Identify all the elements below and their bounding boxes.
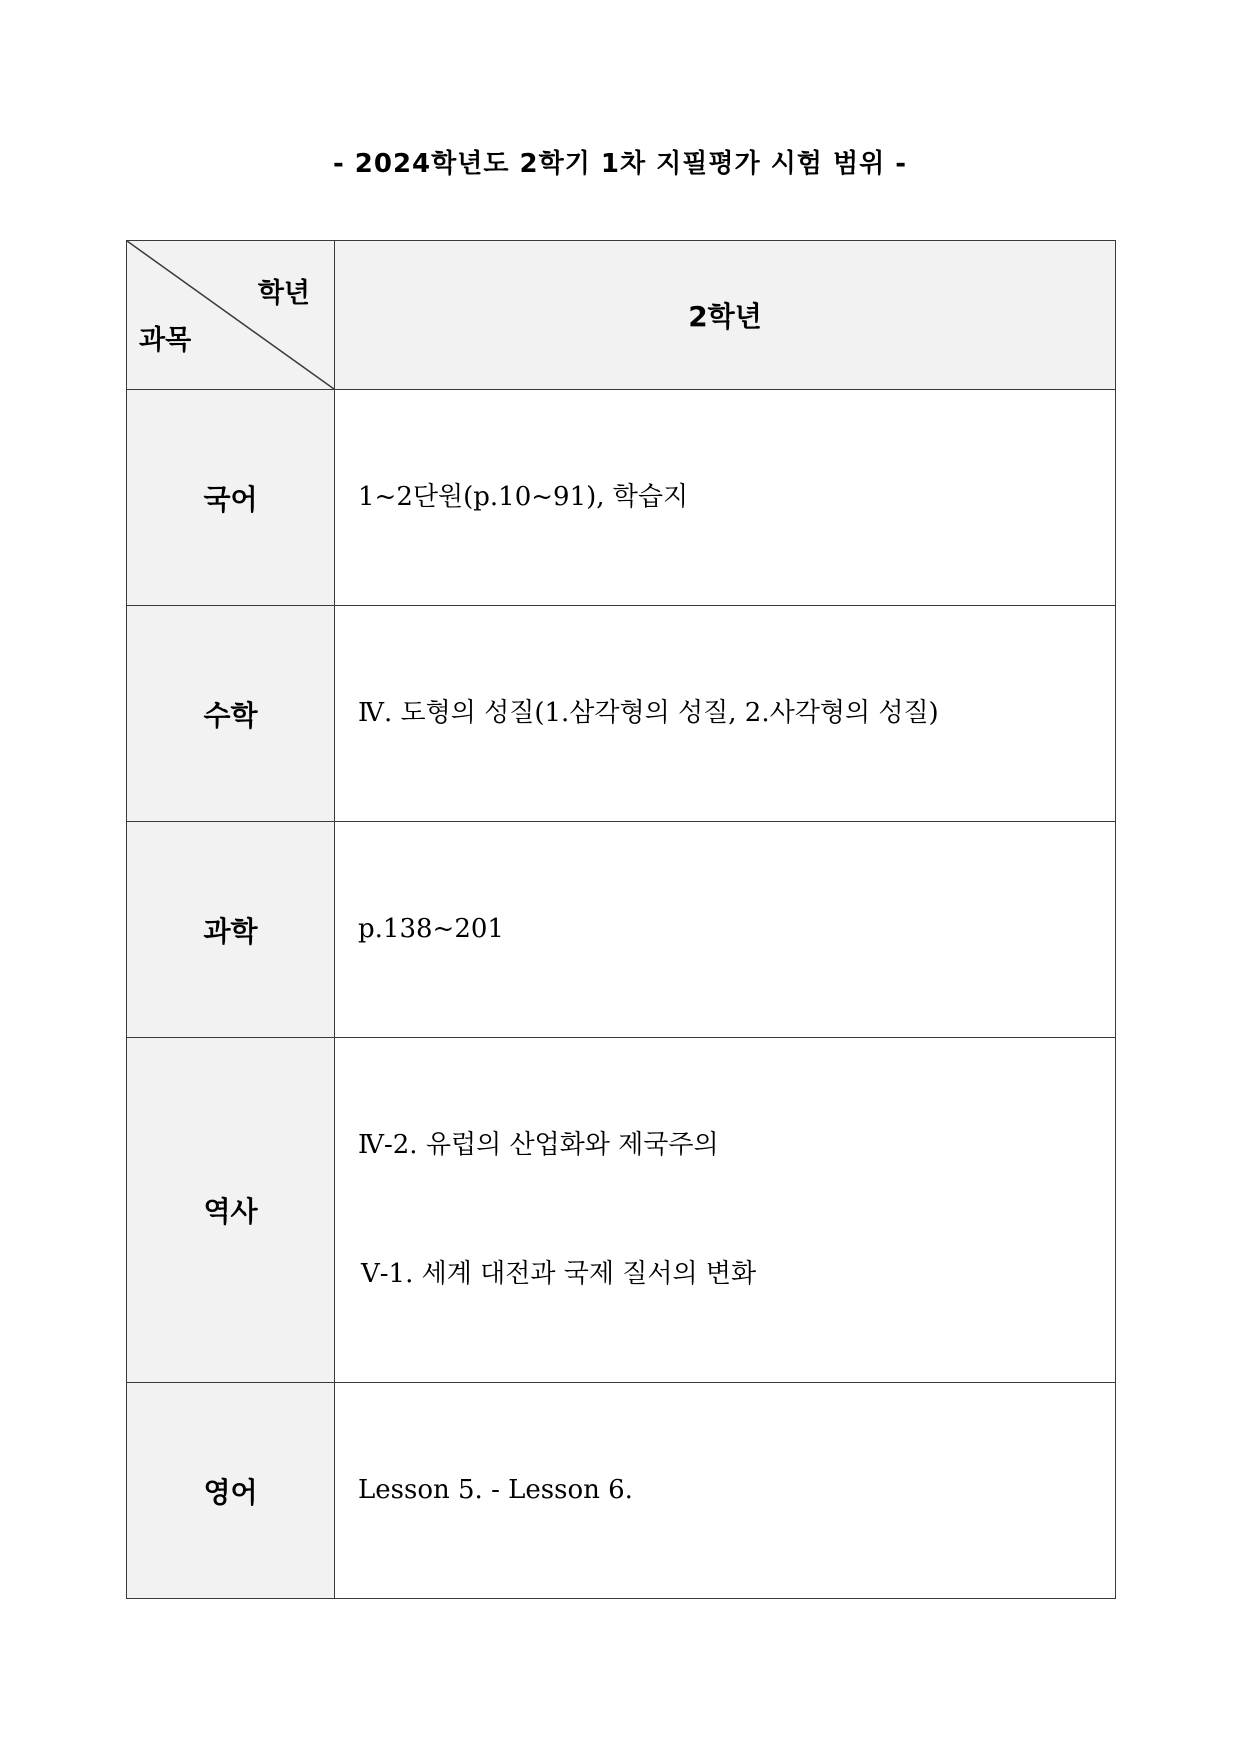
subject-cell: 국어 [127, 390, 335, 606]
scope-line: p.138~201 [358, 914, 504, 944]
corner-subject-label: 과목 [139, 325, 192, 356]
exam-scope-table [126, 240, 1116, 1599]
table-row [127, 822, 1116, 1038]
scope-line: Ⅳ. 도형의 성질(1.삼각형의 성질, 2.사각형의 성질) [358, 698, 939, 728]
diagonal-divider [127, 241, 334, 389]
subject-cell: 역사 [127, 1038, 335, 1383]
subject-cell: 수학 [127, 606, 335, 822]
scope-cell [335, 1383, 1116, 1599]
scope-cell [335, 390, 1116, 606]
scope-line: 1~2단원(p.10~91), 학습지 [358, 482, 689, 512]
scope-line: Lesson 5. - Lesson 6. [358, 1475, 633, 1505]
grade-header-cell: 2학년 [335, 241, 1116, 390]
table-header-row [127, 241, 1116, 390]
corner-header-cell [127, 241, 335, 390]
scope-line: Ⅴ-1. 세계 대전과 국제 질서의 변화 [361, 1259, 757, 1289]
subject-cell: 영어 [127, 1383, 335, 1599]
table-row [127, 1383, 1116, 1599]
corner-grade-label: 학년 [257, 278, 310, 309]
table-row [127, 606, 1116, 822]
scope-line: Ⅳ-2. 유럽의 산업화와 제국주의 [358, 1130, 719, 1160]
document-title: - 2024학년도 2학기 1차 지필평가 시험 범위 - [332, 149, 908, 179]
table-row [127, 1038, 1116, 1383]
scope-cell [335, 1038, 1116, 1383]
subject-cell: 과학 [127, 822, 335, 1038]
scope-cell [335, 606, 1116, 822]
scope-cell [335, 822, 1116, 1038]
table-row [127, 390, 1116, 606]
